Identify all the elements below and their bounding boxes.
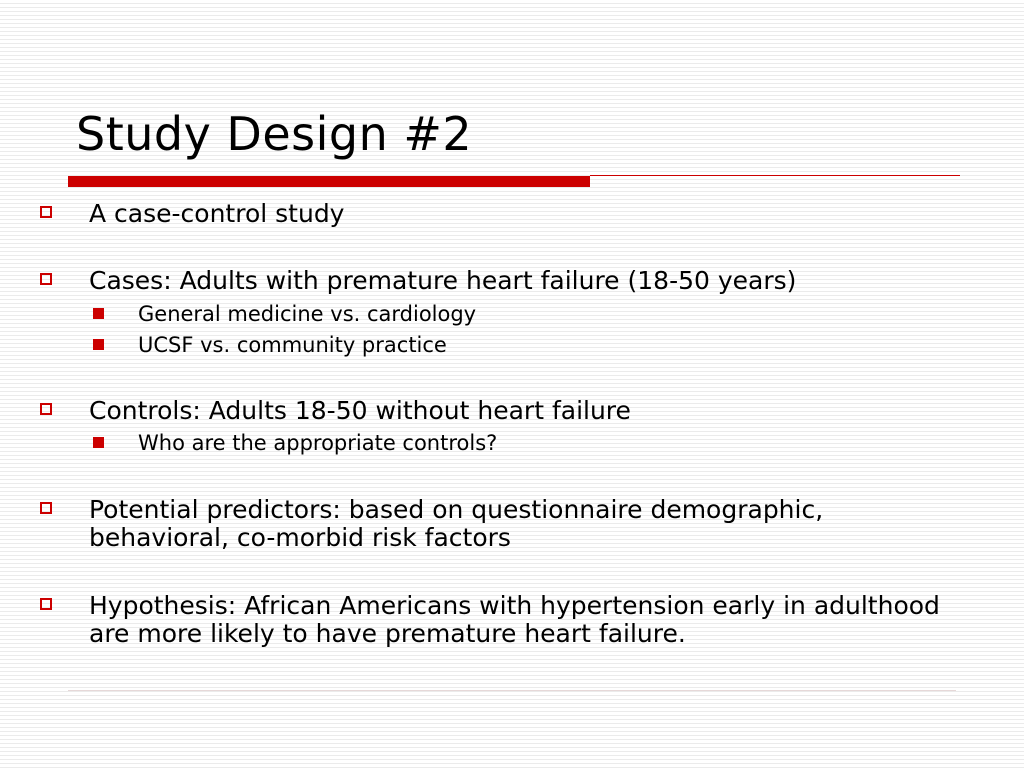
bullet-item <box>40 267 964 295</box>
title-rule-thin <box>590 175 960 176</box>
hollow-square-icon <box>40 273 52 285</box>
title-rule-thick <box>68 176 590 187</box>
bullet-text: Potential predictors: based on questionnaire demographic, behavioral, co-morbid risk factors <box>89 495 824 552</box>
hollow-square-icon <box>40 206 52 218</box>
sub-bullet-text: UCSF vs. community practice <box>138 333 447 357</box>
filled-square-icon <box>93 437 104 448</box>
bullet-item <box>40 200 964 228</box>
slide-title: Study Design #2 <box>76 107 473 161</box>
bullet-text: A case-control study <box>89 199 345 228</box>
bullet-text: Hypothesis: African Americans with hypertension early in adulthood are more likely to have premature heart failure. <box>89 591 940 648</box>
hollow-square-icon <box>40 502 52 514</box>
bullet-item <box>40 496 964 552</box>
bullet-text: Controls: Adults 18-50 without heart failure <box>89 396 631 425</box>
filled-square-icon <box>93 308 104 319</box>
sub-bullet-item <box>93 299 964 329</box>
hollow-square-icon <box>40 403 52 415</box>
sub-bullet-text: General medicine vs. cardiology <box>138 302 477 326</box>
sub-bullet-item <box>93 330 964 360</box>
bullet-item <box>40 592 964 648</box>
footer-rule <box>68 690 956 691</box>
filled-square-icon <box>93 339 104 350</box>
hollow-square-icon <box>40 598 52 610</box>
bullet-item <box>40 397 964 425</box>
sub-bullet-text: Who are the appropriate controls? <box>138 431 498 455</box>
sub-bullet-item <box>93 428 964 458</box>
bullet-text: Cases: Adults with premature heart failure (18-50 years) <box>89 266 797 295</box>
